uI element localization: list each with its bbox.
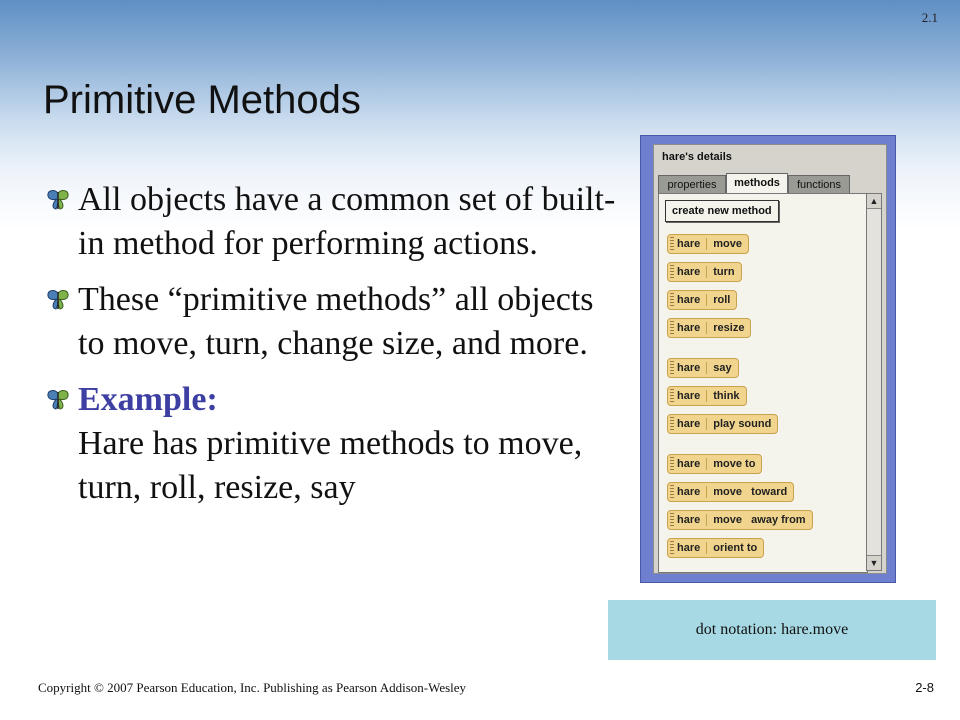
drag-grip-icon[interactable]	[670, 265, 674, 279]
bullet-list	[46, 178, 616, 522]
drag-grip-icon[interactable]	[670, 361, 674, 375]
drag-grip-icon[interactable]	[670, 457, 674, 471]
method-tile[interactable]	[667, 510, 813, 530]
bullet-text: All objects have a common set of built-in method for performing actions.	[78, 181, 616, 262]
tile-object: hare	[677, 294, 707, 306]
tile-object: hare	[677, 322, 707, 334]
drag-grip-icon[interactable]	[670, 321, 674, 335]
method-tile[interactable]	[667, 538, 764, 558]
tile-method: say	[713, 362, 732, 374]
drag-grip-icon[interactable]	[670, 417, 674, 431]
drag-grip-icon[interactable]	[670, 541, 674, 555]
dot-notation-callout	[608, 600, 936, 660]
tile-object: hare	[677, 418, 707, 430]
slide-number: 2.1	[921, 10, 938, 25]
butterfly-icon	[46, 389, 70, 411]
vertical-scrollbar[interactable]	[866, 193, 882, 571]
tab-properties[interactable]: properties	[658, 175, 726, 193]
tile-method: roll	[713, 294, 731, 306]
slide-title: Primitive Methods	[43, 78, 361, 122]
method-tile[interactable]	[667, 358, 739, 378]
butterfly-icon	[46, 289, 70, 311]
drag-grip-icon[interactable]	[670, 389, 674, 403]
scroll-up-arrow-icon[interactable]: ▲	[867, 194, 881, 209]
drag-grip-icon[interactable]	[670, 513, 674, 527]
method-tile[interactable]	[667, 318, 751, 338]
tile-method: move away from	[713, 514, 806, 526]
tile-object: hare	[677, 542, 707, 554]
tile-object: hare	[677, 266, 707, 278]
method-tile[interactable]	[667, 290, 737, 310]
tile-object: hare	[677, 514, 707, 526]
tile-method: orient to	[713, 542, 758, 554]
method-tile[interactable]	[667, 234, 749, 254]
method-tile[interactable]	[667, 262, 742, 282]
tab-bar	[658, 173, 882, 193]
tab-methods[interactable]: methods	[726, 173, 788, 193]
tile-object: hare	[677, 458, 707, 470]
tile-method: move	[713, 238, 742, 250]
details-panel	[653, 144, 887, 574]
copyright-footer: Copyright © 2007 Pearson Education, Inc. Publishing as Pearson Addison-Wesley	[38, 680, 467, 695]
tile-method: move toward	[713, 486, 788, 498]
drag-grip-icon[interactable]	[670, 237, 674, 251]
tile-method: turn	[713, 266, 735, 278]
tile-method: resize	[713, 322, 745, 334]
bullet-item	[46, 378, 616, 510]
methods-list	[658, 193, 868, 573]
details-panel-screenshot	[640, 135, 896, 583]
panel-title: hare's details	[662, 151, 732, 163]
method-tile[interactable]	[667, 386, 747, 406]
tile-object: hare	[677, 362, 707, 374]
bullet-text: Hare has primitive methods to move, turn, roll, resize, say	[78, 425, 583, 506]
callout-text: dot notation: hare.move	[695, 621, 849, 638]
butterfly-icon	[46, 189, 70, 211]
tile-method: think	[713, 390, 740, 402]
tile-method: move to	[713, 458, 756, 470]
bullet-text: These “primitive methods” all objects to move, turn, change size, and more.	[78, 281, 594, 362]
tile-method: play sound	[713, 418, 772, 430]
example-label: Example:	[78, 381, 218, 418]
tile-object: hare	[677, 238, 707, 250]
bullet-item	[46, 278, 616, 366]
drag-grip-icon[interactable]	[670, 485, 674, 499]
bullet-item	[46, 178, 616, 266]
drag-grip-icon[interactable]	[670, 293, 674, 307]
method-tile[interactable]	[667, 454, 762, 474]
scroll-down-arrow-icon[interactable]: ▼	[867, 555, 881, 570]
method-tile[interactable]	[667, 414, 778, 434]
create-new-method-button[interactable]: create new method	[665, 200, 779, 222]
tile-object: hare	[677, 390, 707, 402]
page-number: 2-8	[915, 680, 934, 695]
tile-object: hare	[677, 486, 707, 498]
tab-functions[interactable]: functions	[788, 175, 850, 193]
method-tile[interactable]	[667, 482, 794, 502]
